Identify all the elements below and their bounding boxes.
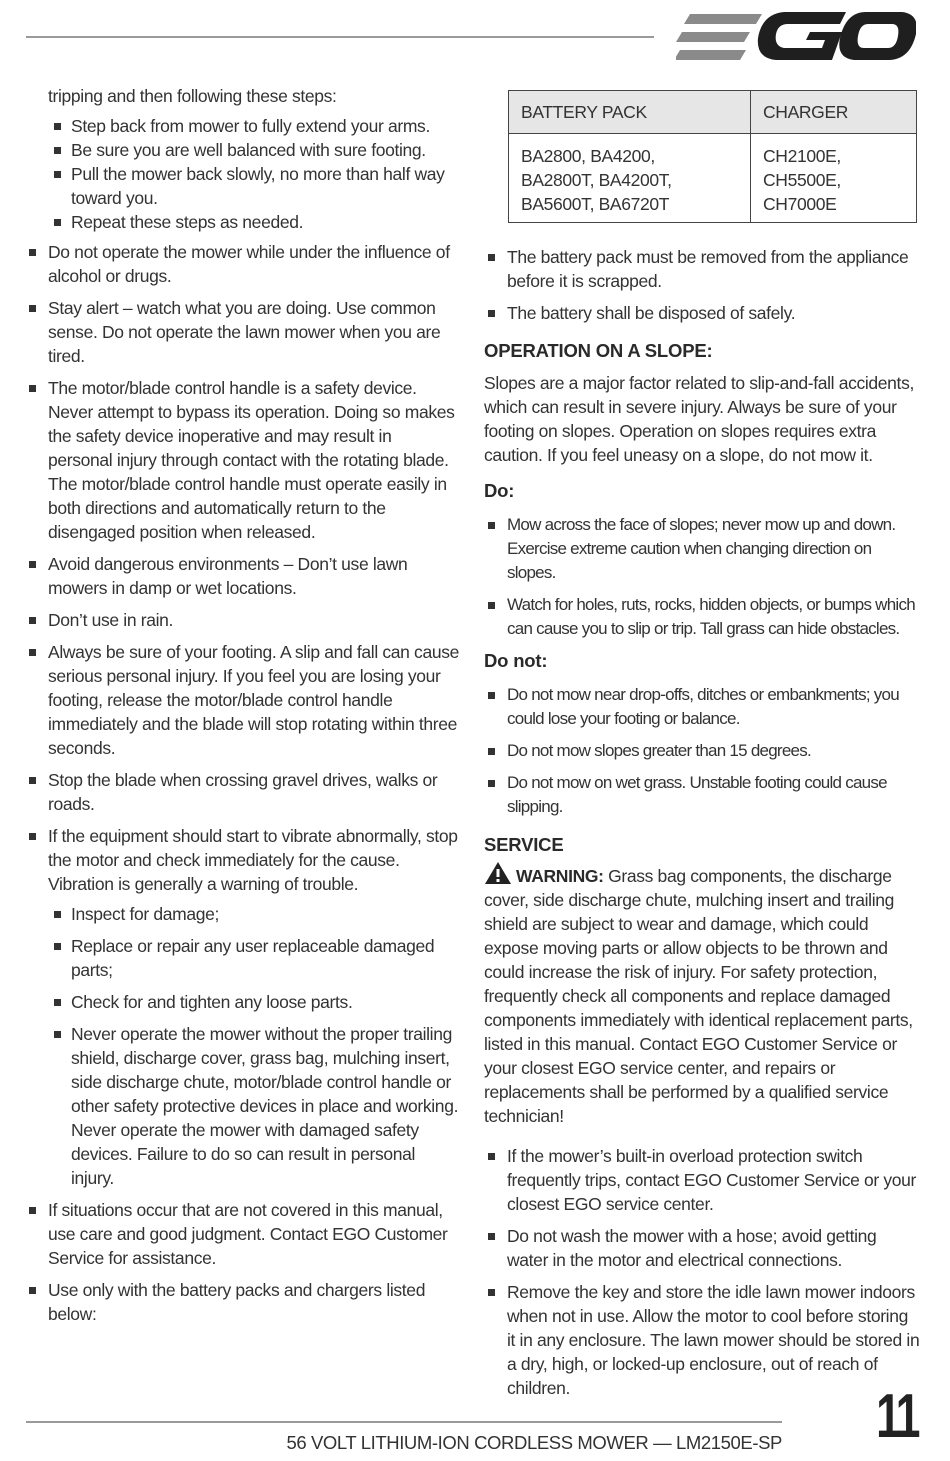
- list-item: The motor/blade control handle is a safety device. Never attempt to bypass its operation. Doing so makes the safety device inoperative and may result in personal injury through contact with the rotating blade. The motor/blade control handle must operate easily in both directions and automatically return to the disengaged position when released.: [28, 376, 460, 544]
- list-item: Do not wash the mower with a hose; avoid getting water in the motor and electrical connections.: [484, 1224, 920, 1272]
- safety-list: [28, 240, 460, 1326]
- warning-triangle-icon: [484, 861, 512, 885]
- list-item: Do not mow near drop-offs, ditches or embankments; you could lose your footing or balance.: [484, 683, 920, 731]
- vibrate-text: If the equipment should start to vibrate abnormally, stop the motor and check immediately for the cause. Vibration is generally a warning of trouble.: [48, 826, 458, 894]
- charger-line: CH5500E,: [763, 170, 841, 190]
- charger-line: CH2100E,: [763, 146, 841, 166]
- page-number: 11: [876, 1382, 918, 1451]
- list-item: Do not operate the mower while under the influence of alcohol or drugs.: [28, 240, 460, 288]
- intro-text: tripping and then following these steps:: [48, 86, 337, 106]
- list-item: Check for and tighten any loose parts.: [48, 990, 460, 1014]
- list-item: Avoid dangerous environments – Don’t use lawn mowers in damp or wet locations.: [28, 552, 460, 600]
- list-item: Mow across the face of slopes; never mow up and down. Exercise extreme caution when changing direction on slopes.: [484, 513, 920, 585]
- footer-title: 56 VOLT LITHIUM-ION CORDLESS MOWER — LM2150E-SP: [286, 1432, 782, 1453]
- donot-list: [484, 683, 920, 819]
- list-item: Do not mow on wet grass. Unstable footing could cause slipping.: [484, 771, 920, 819]
- table-row: [509, 91, 917, 134]
- list-item: Watch for holes, ruts, rocks, hidden objects, or bumps which can cause you to slip or trip. Tall grass can hide obstacles.: [484, 593, 920, 641]
- list-item: If the mower’s built-in overload protection switch frequently trips, contact EGO Customer Service or your closest EGO service center.: [484, 1144, 920, 1216]
- list-item: If situations occur that are not covered in this manual, use care and good judgment. Contact EGO Customer Service for assistance.: [28, 1198, 460, 1270]
- list-item: Don’t use in rain.: [28, 608, 460, 632]
- table-row: [509, 134, 917, 223]
- list-item: The battery shall be disposed of safely.: [484, 301, 920, 325]
- table-header: CHARGER: [751, 91, 917, 134]
- service-heading: SERVICE: [484, 834, 564, 855]
- warning-label: WARNING:: [516, 866, 604, 886]
- table-header: BATTERY PACK: [509, 91, 751, 134]
- battery-line: BA5600T, BA6720T: [521, 194, 670, 214]
- battery-cell: [509, 134, 751, 223]
- service-list: [484, 1144, 920, 1400]
- list-item: Stay alert – watch what you are doing. Use common sense. Do not operate the lawn mower when you are tired.: [28, 296, 460, 368]
- battery-bullets: [484, 245, 920, 325]
- list-item: Be sure you are well balanced with sure footing.: [48, 138, 460, 162]
- list-item: [28, 824, 460, 1190]
- list-item: Always be sure of your footing. A slip and fall can cause serious personal injury. If you feel you are losing your footing, release the motor/blade control handle immediately and the blade will stop rotating within three seconds.: [28, 640, 460, 760]
- slope-text: Slopes are a major factor related to slip-and-fall accidents, which can result in severe injury. Always be sure of your footing on slopes. Operation on slopes requires extra caution. If you feel uneasy on a slope, do not mow it.: [484, 373, 914, 465]
- header-rule: [26, 36, 654, 38]
- battery-line: BA2800T, BA4200T,: [521, 170, 672, 190]
- do-heading: Do:: [484, 480, 515, 501]
- battery-line: BA2800, BA4200,: [521, 146, 655, 166]
- left-column: [28, 84, 460, 1334]
- right-column: [484, 84, 920, 1408]
- list-item: Use only with the battery packs and chargers listed below:: [28, 1278, 460, 1326]
- footer-rule: [26, 1421, 782, 1423]
- charger-cell: [751, 134, 917, 223]
- list-item: Remove the key and store the idle lawn mower indoors when not in use. Allow the motor to cool before storing it in any enclosure. The lawn mower should be stored in a dry, high, or locked-up enclosure, out of reach of children.: [484, 1280, 920, 1400]
- charger-line: CH7000E: [763, 194, 837, 214]
- list-item: Replace or repair any user replaceable damaged parts;: [48, 934, 460, 982]
- step-list: [48, 114, 460, 234]
- list-item: Never operate the mower without the proper trailing shield, discharge cover, grass bag, mulching insert, side discharge chute, motor/blade control handle or other safety protective devices in place and working. Never operate the mower with damaged safety devices. Failure to do so can result in personal injury.: [48, 1022, 460, 1190]
- warning-paragraph: [484, 861, 920, 1128]
- vibrate-sublist: [48, 902, 460, 1190]
- list-item: Step back from mower to fully extend your arms.: [48, 114, 460, 138]
- list-item: Inspect for damage;: [48, 902, 460, 926]
- ego-logo: [676, 8, 916, 64]
- list-item: Stop the blade when crossing gravel drives, walks or roads.: [28, 768, 460, 816]
- slope-heading: OPERATION ON A SLOPE:: [484, 340, 713, 361]
- warning-text: Grass bag components, the discharge cover, side discharge chute, mulching insert and trailing shield are subject to wear and damage, which could expose moving parts or allow objects to be thrown and could increase the risk of injury. For safety protection, frequently check all components and replace damaged components immediately with identical replacement parts, listed in this manual. Contact EGO Customer Service or your closest EGO service center, and repairs or replacements shall be performed by a qualified service technician!: [484, 866, 913, 1126]
- donot-heading: Do not:: [484, 650, 548, 671]
- list-item: Repeat these steps as needed.: [48, 210, 460, 234]
- list-item: Pull the mower back slowly, no more than half way toward you.: [48, 162, 460, 210]
- list-item: Do not mow slopes greater than 15 degrees.: [484, 739, 920, 763]
- list-item: The battery pack must be removed from the appliance before it is scrapped.: [484, 245, 920, 293]
- do-list: [484, 513, 920, 641]
- battery-charger-table: [508, 90, 917, 223]
